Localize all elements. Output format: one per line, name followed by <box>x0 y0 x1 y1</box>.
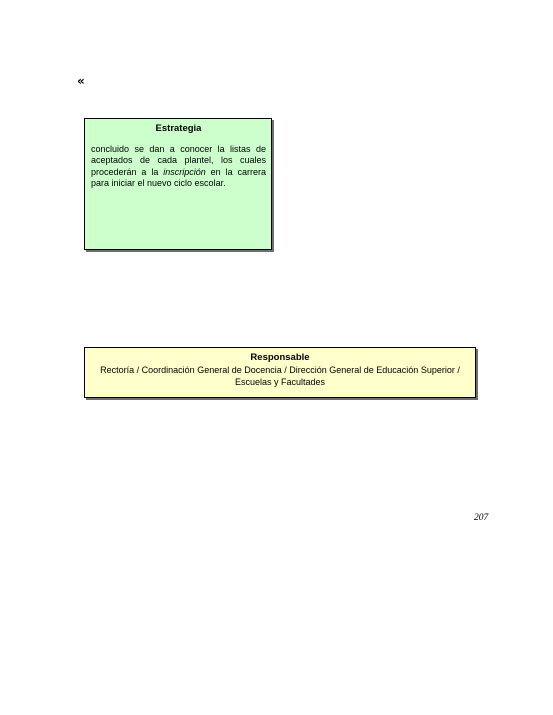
responsible-line-2: Escuelas y Facultades <box>234 377 326 387</box>
strategy-text-part-2: en la carrera para iniciar el nuevo ciclo escolar. <box>91 166 267 189</box>
strategy-title: Estrategia <box>155 123 202 134</box>
strategy-text-part-1: concluido se dan a conocer la listas de aceptados de cada plantel, los cuales procederán a la <box>91 144 266 177</box>
strategy-text-italic: inscripción <box>163 166 206 177</box>
responsible-title: Responsable <box>250 352 310 363</box>
strategy-text <box>91 144 266 190</box>
strategy-box <box>84 118 272 250</box>
responsible-line-1: Rectoría / Coordinación General de Docencia / Dirección General de Educación Superior / <box>100 365 460 375</box>
page-number: 207 <box>474 513 489 523</box>
responsible-box <box>84 347 476 398</box>
bullet-marker: « <box>77 74 85 88</box>
